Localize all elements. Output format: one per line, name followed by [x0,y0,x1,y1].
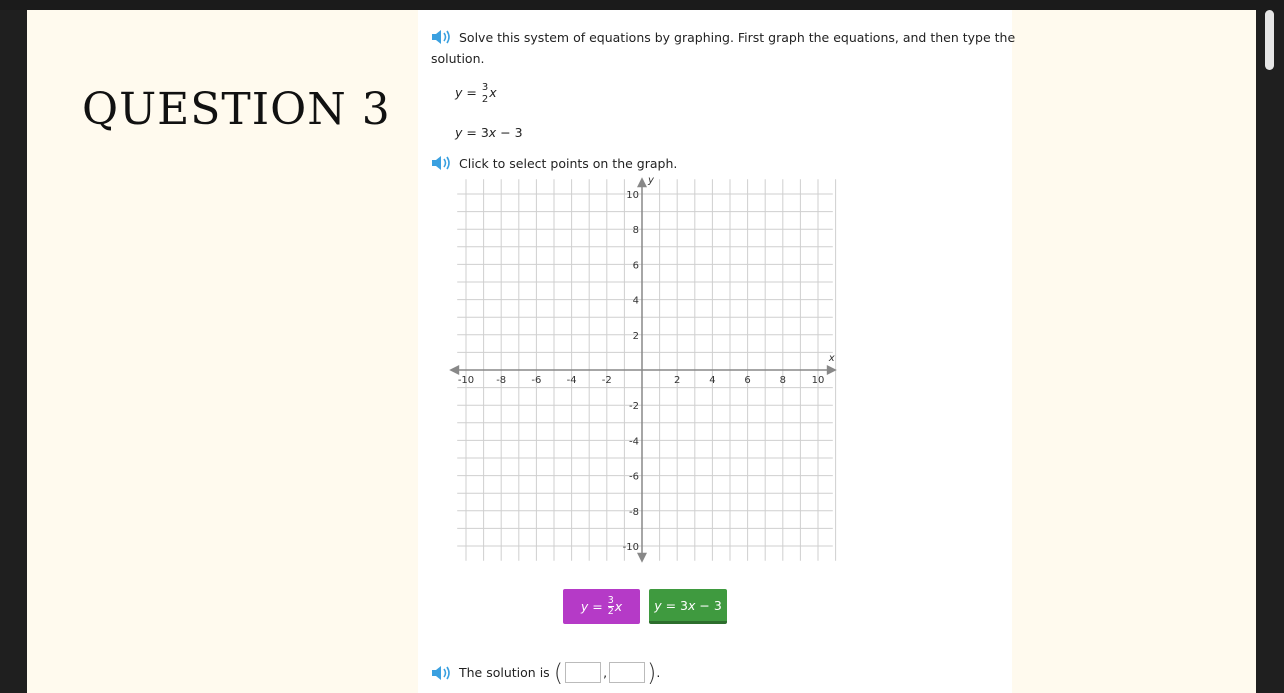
equation-1-button[interactable] [563,589,640,624]
btn1-numerator: 3 [607,595,614,606]
y-tick-label: -6 [629,471,639,483]
y-tick-label: 2 [632,330,639,342]
eq1-fraction [482,82,488,105]
eq1-equals: = [466,85,477,100]
eq1-numerator: 3 [481,82,489,93]
y-tick-label: 6 [632,260,639,272]
y-axis-label: y [648,175,654,187]
x-tick-label: 6 [744,375,751,386]
y-tick-label: 8 [632,225,639,237]
equation-1 [455,82,497,105]
x-tick-label: 2 [674,375,681,386]
btn1-denominator: 2 [607,606,614,617]
btn1-var: x [614,599,623,614]
close-paren: ) [647,658,657,687]
speaker-icon[interactable] [431,665,453,681]
eq2-lhs: y [455,125,463,140]
y-tick-label: -4 [629,436,639,448]
x-tick-label: 10 [811,375,825,386]
solution-x-input[interactable] [565,662,601,683]
solution-label: The solution is [459,665,550,680]
eq1-var: x [489,85,497,100]
btn2-mid: = 3 [661,597,688,613]
x-tick-label: -8 [496,375,507,386]
solution-row [459,658,661,687]
solution-period: . [656,665,661,680]
btn2-lhs: y [654,597,662,613]
btn1-lhs: y [580,599,589,614]
graph-ticks [458,190,825,553]
equation-2 [455,125,523,140]
x-tick-label: 4 [709,375,716,386]
instruction-text-cont: solution. [431,51,485,66]
coordinate-graph[interactable] [456,175,836,571]
btn2-var: x [688,597,696,613]
open-paren: ( [553,658,564,687]
y-tick-label: -2 [629,401,639,413]
scrollbar[interactable] [1265,10,1274,70]
y-tick-label: -8 [629,506,639,518]
btn1-fraction [608,596,614,617]
x-tick-label: -4 [566,375,577,386]
top-bar [0,0,1284,10]
btn1-equals: = [592,599,603,614]
graph-axes [449,177,837,563]
equation-2-button[interactable] [649,589,727,624]
x-tick-label: -2 [601,375,612,386]
speaker-icon[interactable] [431,29,453,45]
speaker-icon[interactable] [431,155,453,171]
eq1-denominator: 2 [481,94,489,105]
y-axis-arrow-down [637,553,647,563]
x-tick-label: -10 [457,375,475,386]
x-tick-label: 8 [779,375,786,386]
y-tick-label: 4 [632,295,639,307]
eq2-var: x [488,125,497,140]
eq2-rest: − 3 [500,125,523,140]
x-tick-label: -6 [531,375,542,386]
solution-y-input[interactable] [609,662,645,683]
eq1-lhs: y [455,85,463,100]
question-title: QUESTION 3 [82,84,391,135]
btn2-post: − 3 [695,597,722,613]
click-instruction: Click to select points on the graph. [459,156,678,171]
x-axis-label: x [828,353,835,364]
instruction-text: Solve this system of equations by graphing. First graph the equations, and then type the [459,30,1016,45]
y-tick-label: 10 [626,190,639,201]
eq2-text: = 3 [466,125,489,140]
solution-comma: , [603,665,608,680]
y-tick-label: -10 [622,542,639,553]
